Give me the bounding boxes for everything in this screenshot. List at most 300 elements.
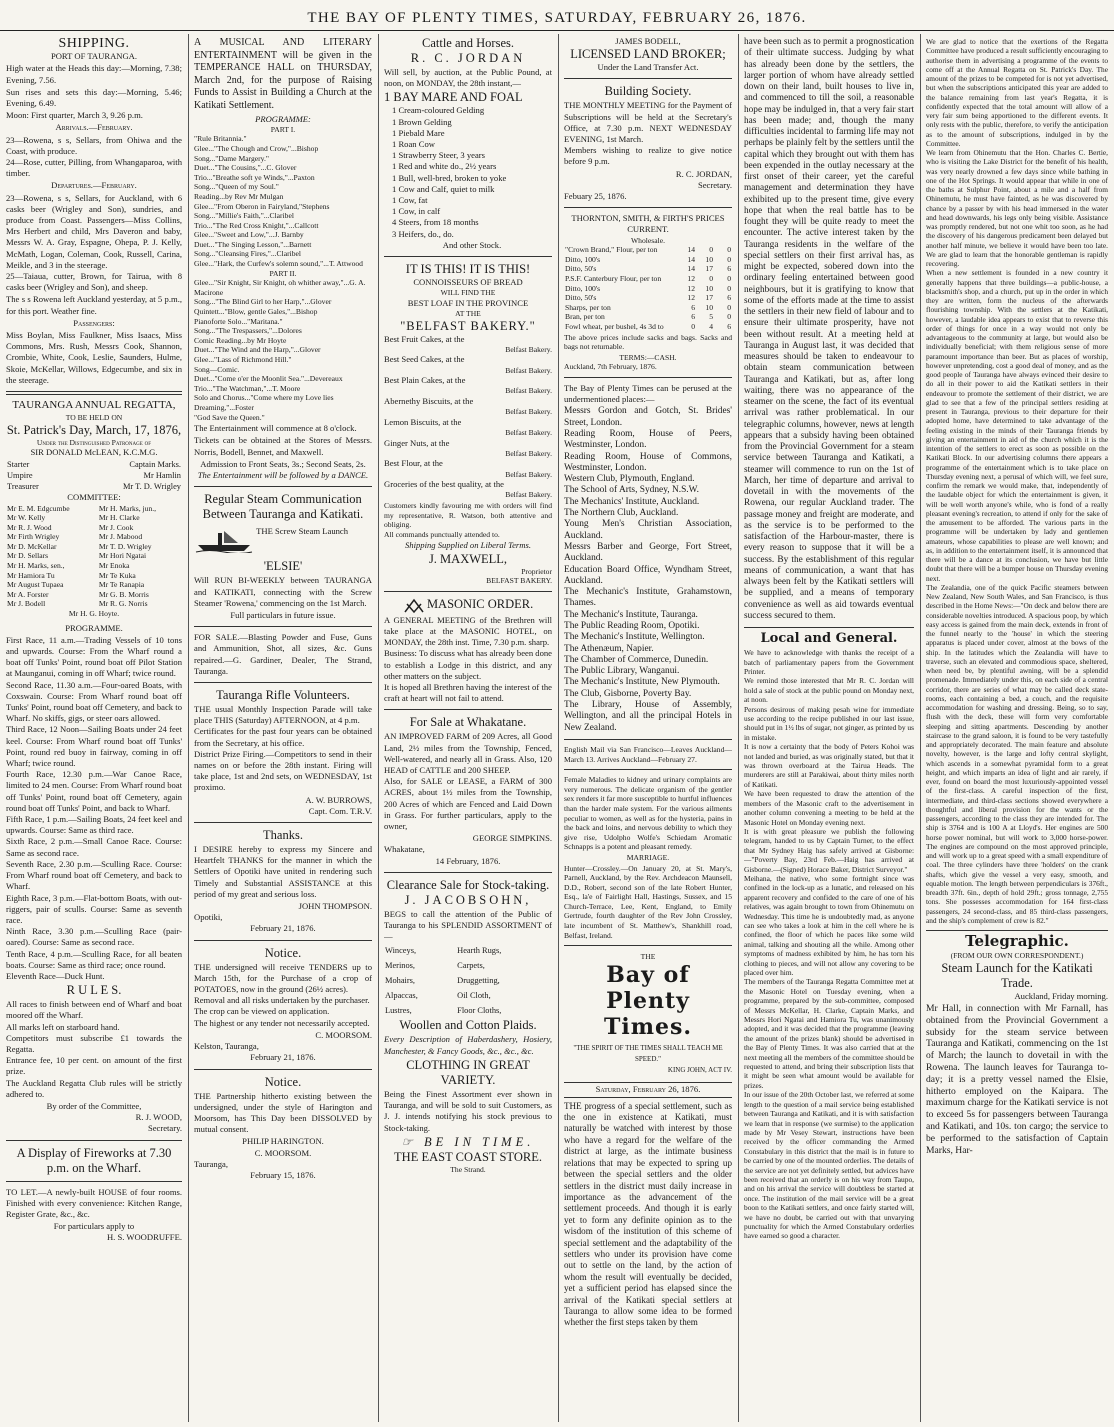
column-4 <box>564 36 732 1421</box>
programme-item: Glee..."The Chough and Crow,"...Bishop <box>194 143 319 153</box>
goods-item: Floor Cloths, <box>457 1006 502 1016</box>
notice-1-place: Kelston, Tauranga, <box>194 1041 259 1052</box>
programme-item: Reading...by Rev Mr Mulgan <box>194 191 284 201</box>
regatta-held: TO BE HELD ON <box>65 413 123 423</box>
bakery-item: Abernethy Biscuits, at the <box>384 396 474 407</box>
bakery-items <box>384 334 552 500</box>
price-shillings: 10 <box>705 302 713 312</box>
price-pence: 0 <box>727 312 731 322</box>
divider <box>384 709 552 710</box>
telegraphic-headline: Steam Launch for the Katikati Trade. <box>941 960 1093 990</box>
committee-member: Mr Hamiora Tu <box>7 570 55 580</box>
steam-body: Will RUN BI-WEEKLY between TAURANGA and KATIKATI, connecting with the Screw Steamer 'Rowena,' commencing on the 1st March. <box>194 575 372 608</box>
rules-by: By order of the Committee, <box>46 1100 142 1111</box>
proprietor-label: Proprietor <box>521 566 552 576</box>
strand-label: The Strand. <box>450 1164 486 1174</box>
price-item: Ditto, 50's <box>565 293 597 303</box>
thanks-date: February 21, 1876. <box>250 923 316 934</box>
committee-member: Mr Te Kuka <box>98 570 136 580</box>
price-item: Sharps, per ton <box>565 302 611 312</box>
price-item: "Crown Brand," Flour, per ton <box>565 245 658 255</box>
programme-item: Glee..."From Oberon in Fairyland,"Stephens <box>194 201 330 211</box>
rifle-body: THE usual Monthly Inspection Parade will take place THIS (Saturday) AFTERNOON, at 4 p.m. Certificates for the past four years can be obtained from the Secretary, at his office. District Prize Firing.—Competitors to send in their names on or before the 28th instant. Firing will take place, 1st and 2nd sets, on WEDNESDAY, 1st proximo. <box>194 704 372 793</box>
stock-item: 1 Roan Cow <box>392 139 435 150</box>
column-rule <box>188 34 189 1422</box>
divider <box>926 930 1108 931</box>
column-2 <box>194 36 372 1421</box>
building-society-date: Febuary 25, 1876. <box>564 191 627 202</box>
programme-item: Duet..."Come o'er the Moonlit Sea."...Devereaux <box>194 374 343 384</box>
admission-text: Admission to Front Seats, 3s.; Second Seats, 2s. <box>200 458 366 469</box>
programme-item: Glee..."Hark, the Curfew's solemn sound,"...T. Attwood <box>194 259 363 269</box>
price-pounds: 6 <box>691 302 695 312</box>
part-1-list <box>194 134 372 268</box>
price-row <box>564 322 732 332</box>
bakery-name: Belfast Bakery. <box>505 490 552 500</box>
price-item: Ditto, 100's <box>565 283 601 293</box>
programme-heading: PROGRAMME. <box>65 622 123 633</box>
goods-item: Mohairs, <box>385 976 416 986</box>
committee-member: Mr D. McKellar <box>7 541 57 551</box>
official-name: Mr Hamlin <box>143 470 181 480</box>
telegraphic-body: Mr Hall, in connection with Mr Farnall, has obtained from the Provincial Government a subsidy for the steam service between Tauranga and Katikati, commencing on the 1st of March; the launch to dovetail in with the Rowena. The launch leaves for Tauranga to-day; it is a pretty vessel named the Elsie, hitherto employed on the Kaipara. The maximum charge for the Katikati service is not to exceed 5s for passengers between Tauranga and Katikati, and 10s. ton cargo; the service to be performed to the satisfaction of Captain Marks, Har- <box>926 1003 1108 1156</box>
goods-item: Druggetting, <box>457 976 500 986</box>
elsie-name: 'ELSIE' <box>263 559 303 574</box>
programme-item: Song..."Dame Margery." <box>194 153 269 163</box>
wholesale-label: Wholesale. <box>631 235 665 245</box>
programme-item: Quintett..."Blow, gentle Gales,"...Bishop <box>194 307 318 317</box>
notice-2-body: THE Partnership hitherto existing between the undersigned, under the style of Harington and Moorsom, has This Day been DISSOLVED by mutual consent. <box>194 1090 372 1135</box>
price-shillings: 17 <box>705 264 713 274</box>
arrivals-text: 23—Rowena, s s, Sellars, from Ohiwa and the Coast, with produce. 24—Rose, cutter, Pilling, from Whangaparoa, with timber. <box>6 134 182 179</box>
programme-item: Duet..."The Wind and the Harp,"...Glover <box>194 345 321 355</box>
logo-motto-source: KING JOHN, ACT IV. <box>667 1066 732 1075</box>
perused-intro: The Bay of Plenty Times can be perused at the undermentioned places:— <box>564 382 732 405</box>
terms-label: TERMS:—CASH. <box>619 352 677 362</box>
telegraphic-sub: (FROM OUR OWN CORRESPONDENT.) <box>950 951 1084 961</box>
price-pounds: 14 <box>687 245 695 255</box>
notice-1-date: February 21, 1876. <box>250 1052 316 1063</box>
jacobsohn-name: J. JACOBSOHN, <box>404 892 532 907</box>
committee-member: Mr E. M. Edgcumbe <box>7 503 70 513</box>
clothing-title: CLOTHING IN GREAT VARIETY. <box>406 1057 530 1087</box>
clearance-title: Clearance Sale for Stock-taking. <box>386 877 550 892</box>
fireworks-notice: A Display of Fireworks at 7.30 p.m. on the Wharf. <box>16 1145 172 1175</box>
notice-1-title: Notice. <box>264 945 302 960</box>
programme-item: Song—Comic. <box>194 364 240 374</box>
tides-text: High water at the Heads this day:—Morning, 7.38; Evening, 7.56. <box>6 63 182 85</box>
telegraphic-place: Auckland, Friday morning. <box>1014 990 1108 1001</box>
stock-item: 1 Cream-coloured Gelding <box>392 105 485 116</box>
goods-item: Winceys, <box>385 946 417 956</box>
bakery-name: Belfast Bakery. <box>505 407 552 417</box>
steam-title: Regular Steam Communication Between Tauranga and Katikati. <box>202 492 364 522</box>
divider <box>564 945 732 946</box>
maxwell-name: J. MAXWELL, <box>428 551 508 566</box>
building-society-signature: R. C. JORDAN, <box>675 168 732 179</box>
passengers-text: Miss Boylan, Miss Faulkner, Miss Isaacs, Miss Commons, Mrs. Rush, Messrs Cook, Shannon, Crombie, White, Cook, Leslie, Saunders, Hulme, Skoie, McKellar, Willows, Edgecumbe, and six in the steerage. <box>6 330 182 385</box>
column-5 <box>744 36 914 1421</box>
regatta-patron-name: SIR DONALD McLEAN, K.C.M.G. <box>30 447 158 458</box>
divider <box>194 1069 372 1070</box>
notice-2-signature-1: PHILIP HARINGTON. <box>242 1136 324 1147</box>
price-shillings: 17 <box>705 293 713 303</box>
divider <box>6 1140 182 1141</box>
programme-item: Glee..."Lass of Richmond Hill." <box>194 355 292 365</box>
shipping-heading: SHIPPING. <box>58 36 130 51</box>
rules-heading: R U L E S. <box>66 983 122 998</box>
marriage-heading: MARRIAGE. <box>626 852 670 862</box>
land-broker: LICENSED LAND BROKER; <box>570 47 726 62</box>
price-row <box>564 255 732 265</box>
clothing-body: Being the Finest Assortment ever shown in Tauranga, and will be sold to suit Customers, as J. J. intends notifying his stock previous to Stock-taking. <box>384 1088 552 1133</box>
building-society-title: Building Society. <box>604 84 692 99</box>
whakatane-date: 14 February, 1876. <box>435 855 501 866</box>
bakery-name: Belfast Bakery. <box>505 469 552 479</box>
bakery-orders: Customers kindly favouring me with orders will find my representative, R. Watson, both attentive and obliging. All commands punctually attended to. <box>384 501 552 539</box>
official-name: Mr T. D. Wrigley <box>122 482 181 492</box>
programme-text: First Race, 11 a.m.—Trading Vessels of 10 tons and upwards. Course: From the Wharf round a boat off Tunks' Point, round boat off Pilot Station at Maunganui, coming in off Wharf; twice round. Second Race, 11.30 a.m.—Four-oared Boats, with Coxswain. Course: From Wharf round boat off Tunks' Point, round boat off Cemetery, and back to Wharf. No skiffs, gigs, or steer oars allowed. Third Race, 12 Noon—Sailing Boats under 24 feet keel. Course: From Wharf round boat off Tunks' Point, round red buoy in fairway, coming in off Wharf; twice round. Fourth Race, 12.30 p.m.—War Canoe Race, limited to 24 men. Course: From Wharf round boat off Tunks' Point, round boat off Cemetery, again round boat off Tunks' Point, and back to Wharf. Fifth Race, 1 p.m.—Sailing Boats, 24 feet keel and upwards. Course: Same as third race. Sixth Race, 2 p.m.—Small Canoe Race. Course: Same as second race. Seventh Race, 2.30 p.m.—Sculling Race. Course: From Wharf round boat off Cemetery, and back to Wharf. Eighth Race, 3 p.m.—Flat-bottom Boats, with out-riggers, pair of sculls. Course: Same as seventh race. Ninth Race, 3.30 p.m.—Sculling Race (pair-oared). Course: Same as second race. Tenth Race, 4 p.m.—Sculling Race, for all beaten boats. Course: Same as third race; once round. Eleventh Race—Duck Hunt. <box>6 634 182 981</box>
for-sale-ad: FOR SALE.—Blasting Powder and Fuse, Guns and Ammunition, Shot, all sizes, &c. Guns repaired.—G. Gardiner, Dealer, The Strand, Tauranga. <box>194 632 372 676</box>
bread-line-4: BEST LOAF IN THE PROVINCE <box>407 297 529 308</box>
masonic-body: A GENERAL MEETING of the Brethren will take place at the MASONIC HOTEL, on MONDAY, the 28th inst. Time, 7.30 p.m. sharp. Business: To discuss what has already been done to establish a Lodge in this district, and any other matters on the subject. It is hoped all Brethren having the interest of the craft at heart will not fail to attend. <box>384 614 552 704</box>
stock-list <box>384 105 552 251</box>
regatta-and-news-notes: We are glad to notice that the exertions of the Regatta Committee have produced a result sufficiently encouraging to authorise them in advertising a programme of the events to come off at the Annual Regatta on St. Patrick's Day. The amount of the prizes to be competed for is not yet advertised, but when the subscriptions anticipated this year are added to the balance remaining from last year's Regatta, it is confidently expected that the total amount will allow of a very fair sum being apportioned to the different events. It only rests with the public, therefore, to verify the anticipation as to the amount of subscriptions, indulged in by the Committee. We learn from Ohinemutu that the Hon. Charles C. Bertie, who is visiting the Lake District for the benefit of his health, was very nearly drowned a few days since while bathing in one of the Hot Springs. It would appear that while in one of the baths at Sulphur Point, about a mile and a half from Ohinemutu, he must have fainted, as he was discovered by chance by a passer by with his head immersed in the water and head downwards, his legs only being visible. Assistance was promptly rendered, but not one whit too soon, as he had the discovery of his dangerous predicament been delayed but another half minute, we believe it would have been too late. We are glad to learn that the honorable gentleman is rapidly recovering. When a new settlement is founded in a new country it generally happens that three buildings—a public-house, a blacksmith's shop, and a church, put up in the order in which they are written, form the nucleus of the afterwards flourishing township. With the settlers at the Katikati, however, a laudable idea appears to exist that to reverse this order of things for once in a way would not only be advantageous to the community at large, but would also be individually beneficial; with them religious sense of more paramount importance than beer. But as places of worship, however unpretending, cost a good deal of money, and as the good people of Tauranga have always evinced their desire to do all in their power to aid the Katikati settlers in their endeavour to promote the settlement of their district, we are glad to see that a few of the principal settlers residing at present in Tauranga, previous to their departure for their adopted home, have determined to take advantage of the feeling existing in the minds of their Tauranga friends by giving an entertainment in aid of the church which it is the intention of the settlers to erect as soon as possible on the Katikati Block. In our advertising columns there appears a programme of the entertainment which is to take place on Thursday evening next, a perusal of which will, we feel sure, confirm the remark we would make, that, independently of the laudable object for which the entertainment is given, it will be well worth anyone's while, who is fond of a really pleasant evening's recreation, to attend if only for the sake of the amusement to be afforded. The various parts in the programme will be undertaken by lady and gentlemen amateurs, whose capabilities to please are well known; and as, in addition to the entertainment itself, it is announced that there will be a dance at its conclusion, we have but little doubt that there will be a bumper house on Thursday evening next. The Zealandia, one of the quick Pacific steamers between New Zealand, New South Wales, and San Francisco, is thus described in the Home News:—"On deck and below there are considerable novelties introduced. A spacious poop, by which easy access is gained from the main deck, extends in front of the funnel nearly to the 'house' in which the steering apparatus is placed under cover, almost at the bows of the ship. In the latitudes which the Zealandia will have to traverse, such an elevated and commodious space, sheltered, when need be, by plentiful awning, will be a splendid promenade. Immediately under this, on each side of a central corridor, there are series of what may be called deck state-rooms, each containing a bed, a couch, and the requisite accommodation for washing and dressing. Being, so to say, flush with the deck, these will form very comfortable sleeping and sitting apartments. Descending by another staircase to the grand saloon, it is found to be very tastefully and appropriately decorated. The main feature and absolute novelty, however, is the large and lofty central skylight, which ascends in a somewhat pyramidal form to a great height, and which imparts an idea of light and air rarely, if ever, found on board the most luxuriously-appointed vessel of the first-class. A careful inspection of the first, intermediate, and third-class sections showed everywhere a thoughtful and liberal provision for the wants or the passengers, according to the class they are intended for. The ship is 3764 and is 100 A at Lloyd's. Her engines are 500 horse power nominal, but will work to 3,000 horse-power. The engines are compound on the most approved principle, and will work up to a great speed with a small expenditure of coal. The three cylinders have three 'holders' on the crank shafts, which give the vessel a very easy, smooth, and equable motion. The length between perpendiculars is 376ft., breadth 37ft. 6in., depth of hold 29ft.; gross tonnage, 2,755 tons. She possesses accommodation for 164 first-class passengers, 24 second-class, and 85 third-class passengers, and the ship's complement of crew is 82." <box>926 37 1108 925</box>
prices-table <box>564 245 732 331</box>
part-2-list <box>194 278 372 422</box>
mail-notice: English Mail via San Francisco—Leaves Auckland—March 13. Arrives Auckland—February 27. <box>564 744 732 764</box>
bakery-name: Belfast Bakery. <box>505 365 552 375</box>
editorial-text: THE progress of a special settlement, such as the one in existence at Katikati, must naturally be watched with interest by those who have a regard for the welfare of the district at large, as the intimate business relations that may be expected to spring up between the special settlers and the older settlers in the district must daily increase in importance as the advancement of the settlement proceeds. And though it is early yet to form any definite opinion as to the wisdom of the institution of this scheme of special settlement and the adaptability of the settlers who under its provision have come out to settle on the land, by the action of whom the result will eventually be decided, yet a sufficient period has elapsed since the arrival of the Katikati special settlers at Tauranga to allow some idea to be formed whether the first steps taken by them <box>564 1100 732 1328</box>
programme-item: Glee..."Sir Knight, Sir Knight, oh whither away,"...G. A. Macirone <box>194 278 366 297</box>
bread-line-5: AT THE <box>455 309 481 319</box>
programme-item: Glee..."Sweet and Low,"...J. Barnby <box>194 230 304 240</box>
price-pounds: 12 <box>687 283 695 293</box>
haberdashery-text: Every Description of Haberdashery, Hosiery, Manchester, & Fancy Goods, &c., &c., &c. <box>384 1034 552 1056</box>
divider <box>744 627 914 628</box>
to-let-name: H. S. WOODRUFFE. <box>106 1232 182 1243</box>
programme-item: Solo and Chorus..."Come where my Love lies Dreaming,"...Foster <box>194 393 334 412</box>
official-role: Umpire <box>7 470 33 480</box>
committee-member: Mr G. B. Morris <box>98 589 149 599</box>
divider <box>564 739 732 740</box>
price-row <box>564 284 732 294</box>
part-1-heading: PART I. <box>270 124 296 134</box>
thanks-body: I DESIRE hereby to express my Sincere and Heartfelt THANKS for the manner in which the Settlers of Opotiki have united in rendering such Timely and Substantial ASSISTANCE at this period of my great and serious loss. <box>194 844 372 899</box>
committee-last: Mr H. G. Hoyte. <box>68 609 120 619</box>
price-pence: 0 <box>727 302 731 312</box>
whakatane-signature: GEORGE SIMPKINS. <box>472 833 552 844</box>
bakery-item: Best Plain Cakes, at the <box>384 375 466 386</box>
programme-item: Duet..."The Cousins,"...C. Glover <box>194 163 297 173</box>
price-pounds: 14 <box>687 264 695 274</box>
price-shillings: 4 <box>709 321 713 331</box>
jordan-body: Will sell, by auction, at the Public Pound, at noon, on MONDAY, the 28th instant,— <box>384 67 552 89</box>
programme-item: "God Save the Queen." <box>194 412 265 422</box>
divider <box>384 591 552 592</box>
price-pounds: 14 <box>687 254 695 264</box>
programme-item: Song..."Millie's Faith,"...Claribel <box>194 211 294 221</box>
price-pounds: 12 <box>687 274 695 284</box>
prices-date: Auckland, 7th February, 1876. <box>564 362 657 372</box>
building-society-role: Secretary. <box>697 179 732 190</box>
steam-full: Full particulars in future issue. <box>230 610 336 620</box>
column-1 <box>6 36 182 1421</box>
divider <box>194 682 372 683</box>
whakatane-body: AN IMPROVED FARM of 209 Acres, all Good Land, 2½ miles from the Township, Fenced, Well-watered, and nearly all in Grass. Also, 120 HEAD of CATTLE and 200 SHEEP. Also, for SALE or LEASE, a FARM of 300 ACRES, about 1½ miles from the Township, 200 Acres of which are Fenced and Laid Down in Grass. For further particulars, apply to the owner, <box>384 731 552 832</box>
price-row <box>564 274 732 284</box>
programme-item: Pianoforte Solo..."Maritana." <box>194 316 283 326</box>
moon-text: Moon: First quarter, March 3, 9.26 p.m. <box>6 110 143 121</box>
stock-item: 3 Heifers, do., do. <box>392 228 454 239</box>
logo-name: Bay of Plenty Times. <box>603 961 693 1040</box>
programme-item: Trio..."The Watchman,"...T. Moore <box>194 383 301 393</box>
divider <box>384 256 552 257</box>
column-rule <box>558 34 559 1422</box>
committee-member: Mr H. Marks, jun., <box>98 503 157 513</box>
price-item: Fowl wheat, per bushel, 4s 3d to <box>565 321 664 331</box>
committee-member: Mr T. D. Wrigley <box>98 541 152 551</box>
bread-headline: IT IS THIS! IT IS THIS! <box>405 262 531 277</box>
goods-item: Oil Cloth, <box>457 991 491 1001</box>
notice-2-date: February 15, 1876. <box>250 1169 316 1180</box>
goods-item: Alpaccas, <box>385 991 418 1001</box>
regatta-patron: Under the Distinguished Patronage of <box>36 437 152 447</box>
bakery-shipping: Shipping Supplied on Liberal Terms. <box>405 540 531 551</box>
price-row <box>564 293 732 303</box>
committee-member: Mr J. Mabood <box>98 532 143 542</box>
column-rule <box>738 34 739 1422</box>
jacobsohn-body: BEGS to call the attention of the Public of Tauranga to his SPLENDID ASSORTMENT of— <box>384 908 552 942</box>
rules-signature: R. J. WOOD, <box>135 1112 182 1123</box>
price-pence: 6 <box>727 293 731 303</box>
divider <box>194 940 372 941</box>
committee-member: Mr August Tupaea <box>7 580 64 590</box>
price-item: Bran, per ton <box>565 312 605 322</box>
notice-1-body: THE undersigned will receive TENDERS up to March 15th, for the Purchase of a crop of POTATOES, now in the ground (26½ acres). Removal and all risks undertaken by the purchaser. The crop can be viewed on application. The highest or any tender not necessarily accepted. <box>194 961 372 1028</box>
local-general-heading: Local and General. <box>760 631 898 646</box>
divider <box>564 207 732 208</box>
tickets-text: Tickets can be obtained at the Stores of Messrs. Norris, Bodell, Bennet, and Maxwell. <box>194 435 372 457</box>
rowena-notice: The s s Rowena left Auckland yesterday, at 5 p.m., for this port. Weather fine. <box>6 294 182 316</box>
part-2-heading: PART II. <box>269 268 297 278</box>
price-pence: 0 <box>727 274 731 284</box>
price-item: Ditto, 100's <box>565 254 601 264</box>
price-pence: 6 <box>727 264 731 274</box>
price-row <box>564 303 732 313</box>
rules-text: All races to finish between end of Wharf and boat moored off the Wharf. All marks left on starboard hand. Competitors must subscribe £1 towards the Regatta. Entrance fee, 10 per cent. on amount of the first prize. The Auckland Regatta Club rules will be strictly adhered to. <box>6 999 182 1099</box>
be-in-time <box>384 1135 552 1150</box>
masonic-title: MASONIC ORDER. <box>426 596 534 611</box>
official-role: Treasurer <box>7 482 39 492</box>
bodell-name: JAMES BODELL, <box>615 36 681 46</box>
divider <box>194 486 372 487</box>
bakery-name: Belfast Bakery. <box>505 386 552 396</box>
programme-item: Duet..."The Singing Lesson,"...Barnett <box>194 239 312 249</box>
price-item: P.S.F. Canterbury Flour, per ton <box>565 274 662 284</box>
committee-member: Mr A. Forster <box>7 589 49 599</box>
concert-ad: A MUSICAL AND LITERARY ENTERTAINMENT will be given in the TEMPERANCE HALL on THURSDAY, March 2nd, for the purpose of Raising Funds to Assist in Building a Church at the Katikati Settlement. <box>194 37 372 111</box>
land-broker-sub: Under the Land Transfer Act. <box>597 62 699 73</box>
programme-item: Song..."Cleansing Fires,"...Claribel <box>194 249 302 259</box>
price-pence: 0 <box>727 245 731 255</box>
divider <box>194 822 372 823</box>
price-pence: 0 <box>727 254 731 264</box>
masthead-text: THE BAY OF PLENTY TIMES, SATURDAY, FEBRUARY 26, 1876. <box>307 10 807 26</box>
bread-line-3: WILL FIND THE <box>440 288 496 298</box>
committee-member: Mr J. Cook <box>98 522 134 532</box>
places-list: Messrs Gordon and Gotch, St. Brides' Street, London. Reading Room, House of Peers, Westminster, London. Reading Room, House of Commons, Westminster, London. Western Club, Plymouth, England. The School of Arts, Sydney, N.S.W. The Mechanics' Institute, Auckland. The Northern Club, Auckland. Young Men's Christian Association, Auckland. Messrs Barber and George, Fort Street, Auckland. Education Board Office, Wyndham Street, Auckland. The Mechanic's Institute, Grahamstown, Thames. The Mechanic's Institute, Tauranga. The Public Reading Room, Opotiki. The Mechanic's Institute, Wellington. The Athenæum, Napier. The Chamber of Commerce, Dunedin. The Public Library, Wanganui. The Mechanic's Institute, New Plymouth. The Club, Gisborne, Poverty Bay. The Library, House of Assembly, Wellington, and all the principal Hotels in New Zealand. <box>564 406 732 733</box>
thanks-title: Thanks. <box>263 828 303 843</box>
passengers-heading: Passengers: <box>73 317 115 328</box>
logo-the: THE <box>640 952 656 962</box>
stock-item: And other Stock. <box>442 239 502 250</box>
divider <box>194 626 372 627</box>
goods-item: Merinos, <box>385 961 416 971</box>
jordan-name: R. C. JORDAN <box>410 51 526 65</box>
square-compass-icon <box>403 598 425 614</box>
bread-line-2: CONNOISSEURS OF BREAD <box>413 277 523 288</box>
rules-secretary: Secretary. <box>147 1123 182 1134</box>
arrivals-heading: Arrivals.—February. <box>55 122 133 133</box>
divider <box>384 872 552 873</box>
bakery-name: Belfast Bakery. <box>505 428 552 438</box>
bakery-item: Best Seed Cakes, at the <box>384 354 465 365</box>
programme-item: Trio..."The Red Cross Knight,"...Callcott <box>194 220 319 230</box>
committee-member: Mr Hori Ngatai <box>98 551 147 561</box>
officials-table <box>6 459 182 493</box>
official-name: Captain Marks. <box>129 459 181 469</box>
dance-text: The Entertainment will be followed by a DANCE. <box>197 469 369 480</box>
price-pence: 0 <box>727 283 731 293</box>
divider <box>6 1181 182 1182</box>
newspaper-logo <box>564 952 732 1076</box>
logo-motto: "THE SPIRIT OF THE TIMES SHALL TEACH ME SPEED." <box>573 1043 723 1064</box>
official-role: Starter <box>7 459 30 469</box>
committee-member: Mr Firth Wrigley <box>7 532 60 542</box>
thanks-signature: JOHN THOMPSON. <box>298 901 372 912</box>
price-shillings: 10 <box>705 283 713 293</box>
price-row <box>564 264 732 274</box>
steam-launch-icon <box>194 525 254 553</box>
column-6 <box>926 36 1108 1421</box>
price-row <box>564 312 732 322</box>
programme-item: Song..."The Blind Girl to her Harp,"...Glover <box>194 297 332 307</box>
thornton-title: THORNTON, SMITH, & FIRTH'S PRICES CURRENT. <box>571 213 725 235</box>
to-let-apply: For particulars apply to <box>53 1221 135 1232</box>
price-pounds: 12 <box>687 293 695 303</box>
committee-member: Mr H. Marks, sen., <box>7 561 65 571</box>
bakery-name: Belfast Bakery. <box>505 448 552 458</box>
stock-item: 1 Bull, well-bred, broken to yoke <box>392 172 507 183</box>
belfast-label: BELFAST BAKERY. <box>486 576 552 586</box>
notice-1-signature: C. MOORSOM. <box>315 1029 372 1040</box>
committee-member: Mr R. G. Norris <box>98 599 148 609</box>
divider <box>564 78 732 79</box>
to-let-ad: TO LET.—A newly-built HOUSE of four rooms. Finished with every convenience: Kitchen Range, Register Grate, &c., &c. <box>6 1186 182 1219</box>
column-3 <box>384 36 552 1421</box>
departures-text: 23—Rowena, s s, Sellars, for Auckland, with 6 casks beer (Wrigley and Son), sundries, and produce from Coast. Passengers—Miss Collins, Mrs Herbert and child, Mrs Daveron and baby, Messrs W. A. Gray, Espagne, Ohepa, P. J. Kelly, McMath, Logan, Coleman, Cook, Russell, Carina, Meikle, and 3 in the steerage. 25—Taiaua, cutter, Brown, for Tairua, with 8 casks beer (Wrigley and Son), and sheep. <box>6 192 182 293</box>
price-shillings: 0 <box>709 274 713 284</box>
programme-item: Song..."Queen of my Soul." <box>194 182 279 192</box>
rifle-rank: Capt. Com. T.R.V. <box>308 805 372 816</box>
whakatane-title: For Sale at Whakatane. <box>409 715 527 730</box>
price-row <box>564 245 732 255</box>
stock-item: 1 Cow, in calf <box>392 206 441 217</box>
column-rule <box>920 34 921 1422</box>
thanks-place: Opotiki, <box>194 912 223 923</box>
editorial-continued: have been such as to permit a prognostication of their ultimate success. Judging by what has already been done by the settlers, the larger portion of whom have already settled down on their land, built houses to live in, and commenced to till the soil, a reasonable hope may be indulged in, that a very fair start has been made; and, though the many difficulties incidental to farming life may not perhaps be plainly felt by the settlers until the capital which they brought out with them has been expended in the outlay necessary at the first onset of their career, yet the careful management and determination they have exhibited up to the present time, give every hope that when the real battle has to be fought they will be quite ready to meet the encounter. The active interest taken by the Tauranga residents in the welfare of the special settlers on their first arrival has, as might be expected, sobered down into the ordinary feeling entertained between good neighbours, but it is gratifying to know that some of the efforts made at the time to assist the settlers in their new field of labour and to ensure their ultimate prosperity, have not been without result. At a meeting held at Tauranga in August last, it was decided that measures should be taken to endeavour to obtain steam communication between Tauranga and Katikati, but as, after long waiting, there was no appearance of the steamer on the scene, the fact of its eventual arrival was rather problematical. In our telegraphic columns, however, news at length appears that a subsidy having been obtained from the Provincial Government for a steam service between Tauranga and Katikati, a steamer will commence to run on the 1st of March, her time of departure and arrival to dovetail in with the movements of the Rowena, our regular Auckland trader. The passage money and freight are moderate, and as the service is to be performed to the satisfaction of the Harbour-master, there is every reason to suppose that it will be a success. By the establishment of this regular means of communication, a want that has always been felt by the Katikati settlers will be supplied, and a means of temporary convenience as well as aid towards eventual success secured to them. <box>744 37 914 621</box>
bakery-item: Best Fruit Cakes, at the <box>384 333 465 344</box>
stock-item: 4 Steers, from 18 months <box>392 217 479 228</box>
mare-item: 1 BAY MARE AND FOAL <box>384 90 523 105</box>
price-pounds: 0 <box>691 321 695 331</box>
price-shillings: 10 <box>705 254 713 264</box>
stock-item: 1 Brown Gelding <box>392 116 452 127</box>
stock-item: 1 Cow, fat <box>392 195 428 206</box>
telegraphic-heading: Telegraphic. <box>965 932 1069 950</box>
price-shillings: 5 <box>709 312 713 322</box>
bakery-name: Belfast Bakery. <box>505 344 552 354</box>
committee-member: Mr R. J. Wood <box>7 522 52 532</box>
committee-member: Mr W. Kelly <box>7 513 46 523</box>
programme-item: "Rule Britannia." <box>194 134 247 144</box>
committee-member: Mr J. Bodell <box>7 599 46 609</box>
stock-item: 1 Strawberry Steer, 3 years <box>392 150 485 161</box>
screw-launch: THE Screw Steam Launch <box>256 526 349 537</box>
belfast-bakery-title: "BELFAST BAKERY." <box>400 318 536 333</box>
price-pence: 6 <box>727 321 731 331</box>
female-maladies-ad: Female Maladies to kidney and urinary complaints are very numerous. The delicate organism of the gentler sex renders it far more susceptible to hurtful influences than the harder male system. For the various ailments peculiar to women, as well as for the hysteria, pains in the back and loins, and nervous debility to which they give rise, Udolpho Wolfe's Schiedam Aromatic Schnapps is a potent and pleasant remedy. <box>564 775 732 852</box>
sun-text: Sun rises and sets this day:—Morning, 5.46; Evening, 6.49. <box>6 86 182 109</box>
notice-2-title: Notice. <box>264 1074 302 1089</box>
bakery-item: Groceries of the best quality, at the <box>384 479 504 490</box>
price-item: Ditto, 50's <box>565 264 597 274</box>
port-heading: PORT OF TAURANGA. <box>50 51 138 62</box>
divider <box>564 769 732 770</box>
rifle-title: Tauranga Rifle Volunteers. <box>216 688 350 703</box>
programme-item: Comic Reading...by Mr Hoyte <box>194 335 287 345</box>
goods-item: Hearth Rugs, <box>457 946 502 956</box>
masonic-heading <box>384 597 552 614</box>
dateline: Saturday, February 26, 1876. <box>564 1082 732 1097</box>
regatta-day: St. Patrick's Day, March, 17, 1876, <box>6 422 182 437</box>
newspaper-masthead <box>0 0 1114 31</box>
be-in-time-text: BE IN TIME. <box>424 1134 535 1149</box>
notice-2-place: Tauranga, <box>194 1158 228 1169</box>
cattle-title: Cattle and Horses. <box>422 36 514 50</box>
rifle-signature: A. W. BURROWS, <box>305 794 372 805</box>
divider <box>564 377 732 378</box>
east-coast-store: THE EAST COAST STORE. <box>394 1149 542 1164</box>
bakery-item: Lemon Biscuits, at the <box>384 416 462 427</box>
bakery-item: Best Flour, at the <box>384 458 443 469</box>
divider <box>6 391 182 395</box>
goods-item: Carpets, <box>457 961 485 971</box>
whakatane-place: Whakatane, <box>384 844 425 855</box>
regatta-title: TAURANGA ANNUAL REGATTA, <box>12 399 176 412</box>
stock-item: 1 Piebald Mare <box>392 127 445 138</box>
prices-note: The above prices include sacks and bags. Sacks and bags not returnable. <box>564 332 732 352</box>
building-society-body: THE MONTHLY MEETING for the Payment of Subscriptions will be held at the Secretary's Office, at 7.30 p.m. NEXT WEDNESDAY EVENING, 1st March. Members wishing to realize to give notice before 9 p.m. <box>564 100 732 167</box>
programme-item: Trio..."Breathe soft ye Winds,"...Paxton <box>194 172 315 182</box>
departures-heading: Departures.—February. <box>51 180 137 191</box>
committee-member: Mr H. Clarke <box>98 513 140 523</box>
column-rule <box>378 34 379 1422</box>
bakery-item: Ginger Nuts, at the <box>384 437 450 448</box>
hand-pointer-icon: ☞ <box>401 1134 425 1149</box>
stock-item: 1 Cow and Calf, quiet to milk <box>392 183 495 194</box>
